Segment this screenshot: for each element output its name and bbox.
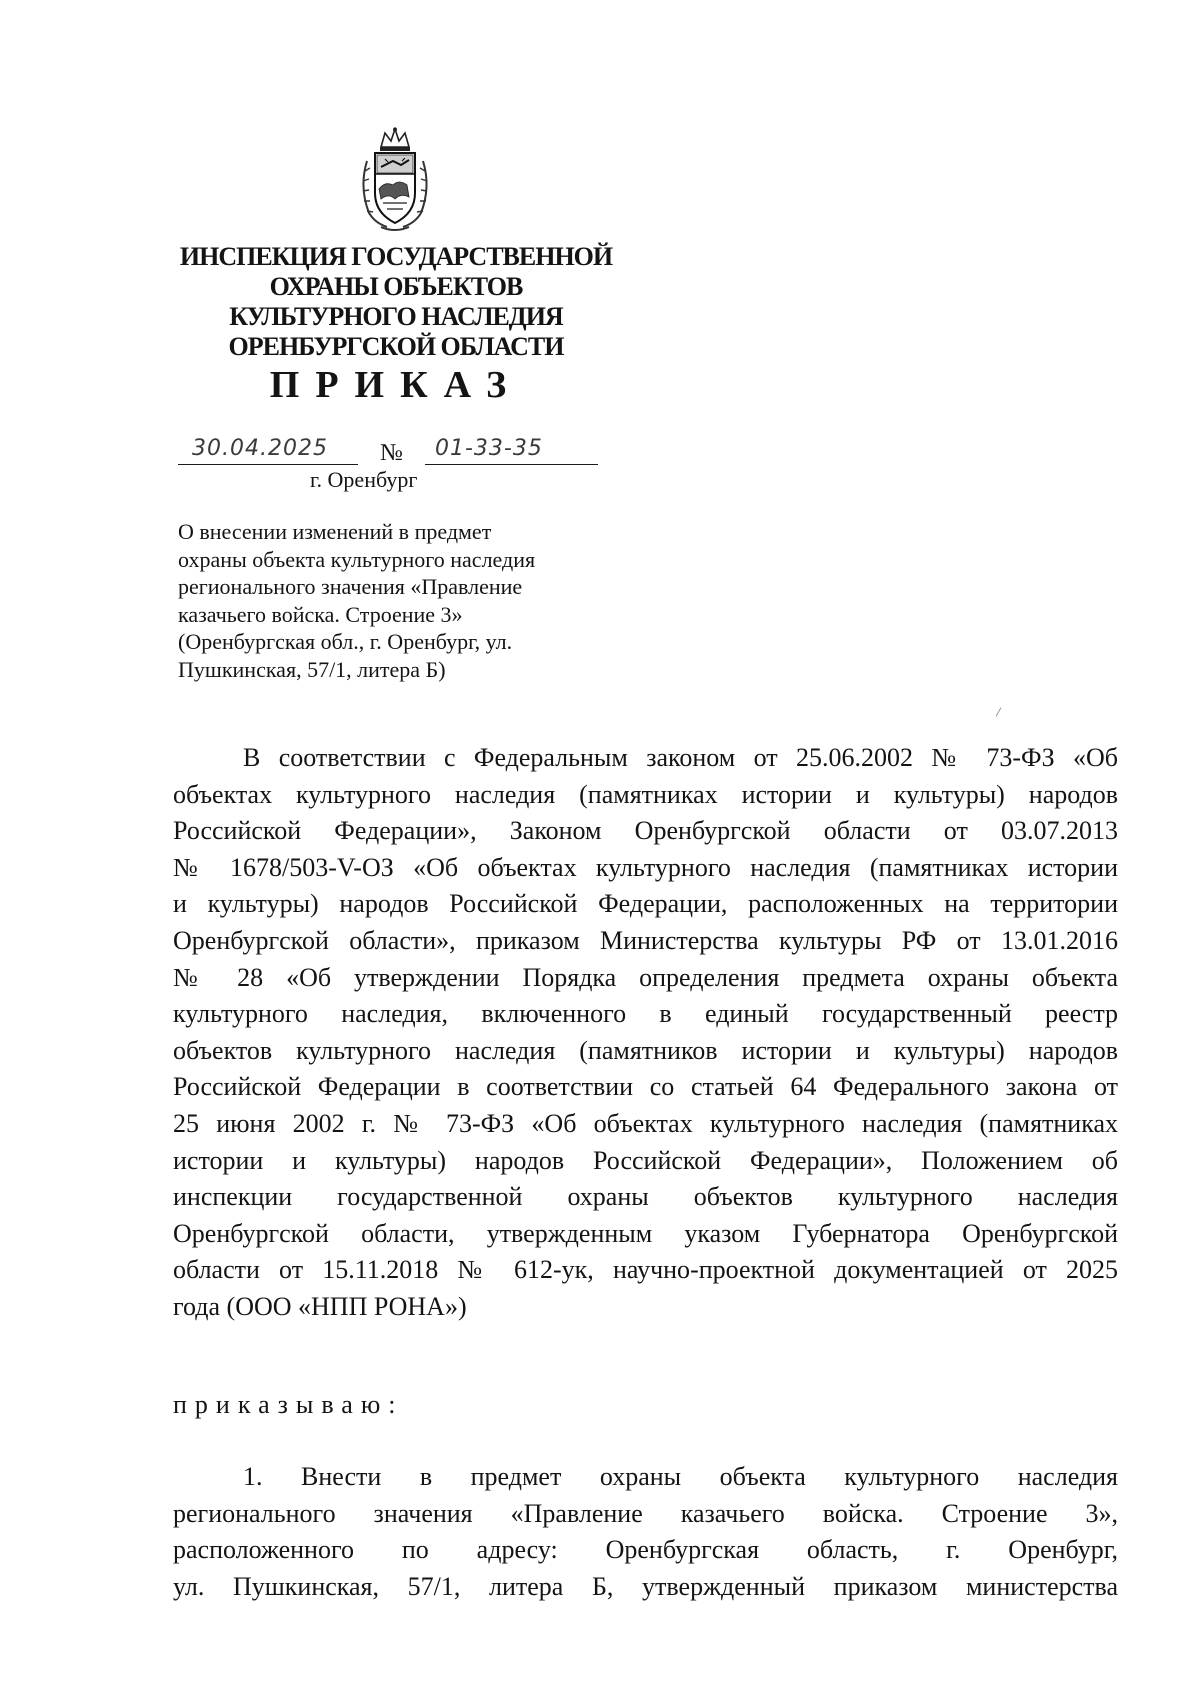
issuing-authority <box>160 242 632 362</box>
number-sign: № <box>380 440 403 466</box>
number-underline <box>425 464 598 465</box>
preamble-line: В соответствии с Федеральным законом от 25.06.2002 № 73-ФЗ «Об <box>243 743 1118 772</box>
authority-line: ИНСПЕКЦИЯ ГОСУДАРСТВЕННОЙ <box>179 242 613 271</box>
subject-line: регионального значения «Правление <box>178 574 523 599</box>
preamble-line: культурного наследия, включенного в единый государственный реестр <box>173 999 1118 1029</box>
authority-line: КУЛЬТУРНОГО НАСЛЕДИЯ <box>229 302 563 331</box>
preamble-line: Российской Федерации в соответствии со статьей 64 Федерального закона от <box>173 1072 1118 1102</box>
subject-line: (Оренбургская обл., г. Оренбург, ул. <box>178 629 513 654</box>
coat-of-arms-icon <box>355 127 435 233</box>
subject-line: Пушкинская, 57/1, литера Б) <box>178 656 446 682</box>
preamble-line: года (ООО «НПП РОНА») <box>173 1291 467 1321</box>
handwritten-number: 01-33-35 <box>435 436 543 461</box>
point-line: 1. Внести в предмет охраны объекта культурного наследия <box>243 1462 1118 1491</box>
point-line: расположенного по адресу: Оренбургская область, г. Оренбург, <box>173 1535 1118 1565</box>
preamble-line: 25 июня 2002 г. № 73-ФЗ «Об объектах культурного наследия (памятниках <box>173 1108 1118 1138</box>
city-name: г. Оренбург <box>310 467 418 492</box>
preamble-paragraph <box>173 740 1118 1326</box>
preamble-line: области от 15.11.2018 № 612-ук, научно-проектной документацией от 2025 <box>173 1255 1118 1285</box>
date-number-line <box>178 436 598 466</box>
order-word: приказываю: <box>173 1390 404 1419</box>
preamble-line: Российской Федерации», Законом Оренбургской области от 03.07.2013 <box>173 816 1118 846</box>
authority-line: ОХРАНЫ ОБЪЕКТОВ <box>269 272 523 301</box>
preamble-line: Оренбургской области, утвержденным указом Губернатора Оренбургской <box>173 1218 1118 1248</box>
preamble-line: истории и культуры) народов Российской Федерации», Положением об <box>173 1145 1118 1175</box>
point-line: регионального значения «Правление казачьего войска. Строение 3», <box>173 1498 1118 1528</box>
subject-line: казачьего войска. Строение 3» <box>178 601 463 627</box>
scan-mark <box>996 707 1002 716</box>
preamble-line: инспекции государственной охраны объектов культурного наследия <box>173 1182 1118 1212</box>
preamble-line: № 28 «Об утверждении Порядка определения предмета охраны объекта <box>173 962 1118 992</box>
preamble-line: и культуры) народов Российской Федерации, расположенных на территории <box>173 889 1118 919</box>
subject-block <box>178 518 598 683</box>
preamble-line: объектах культурного наследия (памятниках истории и культуры) народов <box>173 779 1118 809</box>
preamble-line: № 1678/503-V-ОЗ «Об объектах культурного наследия (памятниках истории <box>173 852 1118 882</box>
point-line: ул. Пушкинская, 57/1, литера Б, утвержденный приказом министерства <box>173 1571 1118 1601</box>
date-underline <box>178 464 358 465</box>
document-type-title: ПРИКАЗ <box>269 364 523 406</box>
handwritten-date: 30.04.2025 <box>192 436 328 461</box>
preamble-line: Оренбургской области», приказом Министерства культуры РФ от 13.01.2016 <box>173 925 1118 955</box>
subject-line: охраны объекта культурного наследия <box>178 546 536 572</box>
preamble-line: объектов культурного наследия (памятников истории и культуры) народов <box>173 1035 1118 1065</box>
subject-line: О внесении изменений в предмет <box>178 519 492 544</box>
order-point-1 <box>173 1459 1118 1605</box>
authority-line: ОРЕНБУРГСКОЙ ОБЛАСТИ <box>228 332 564 361</box>
